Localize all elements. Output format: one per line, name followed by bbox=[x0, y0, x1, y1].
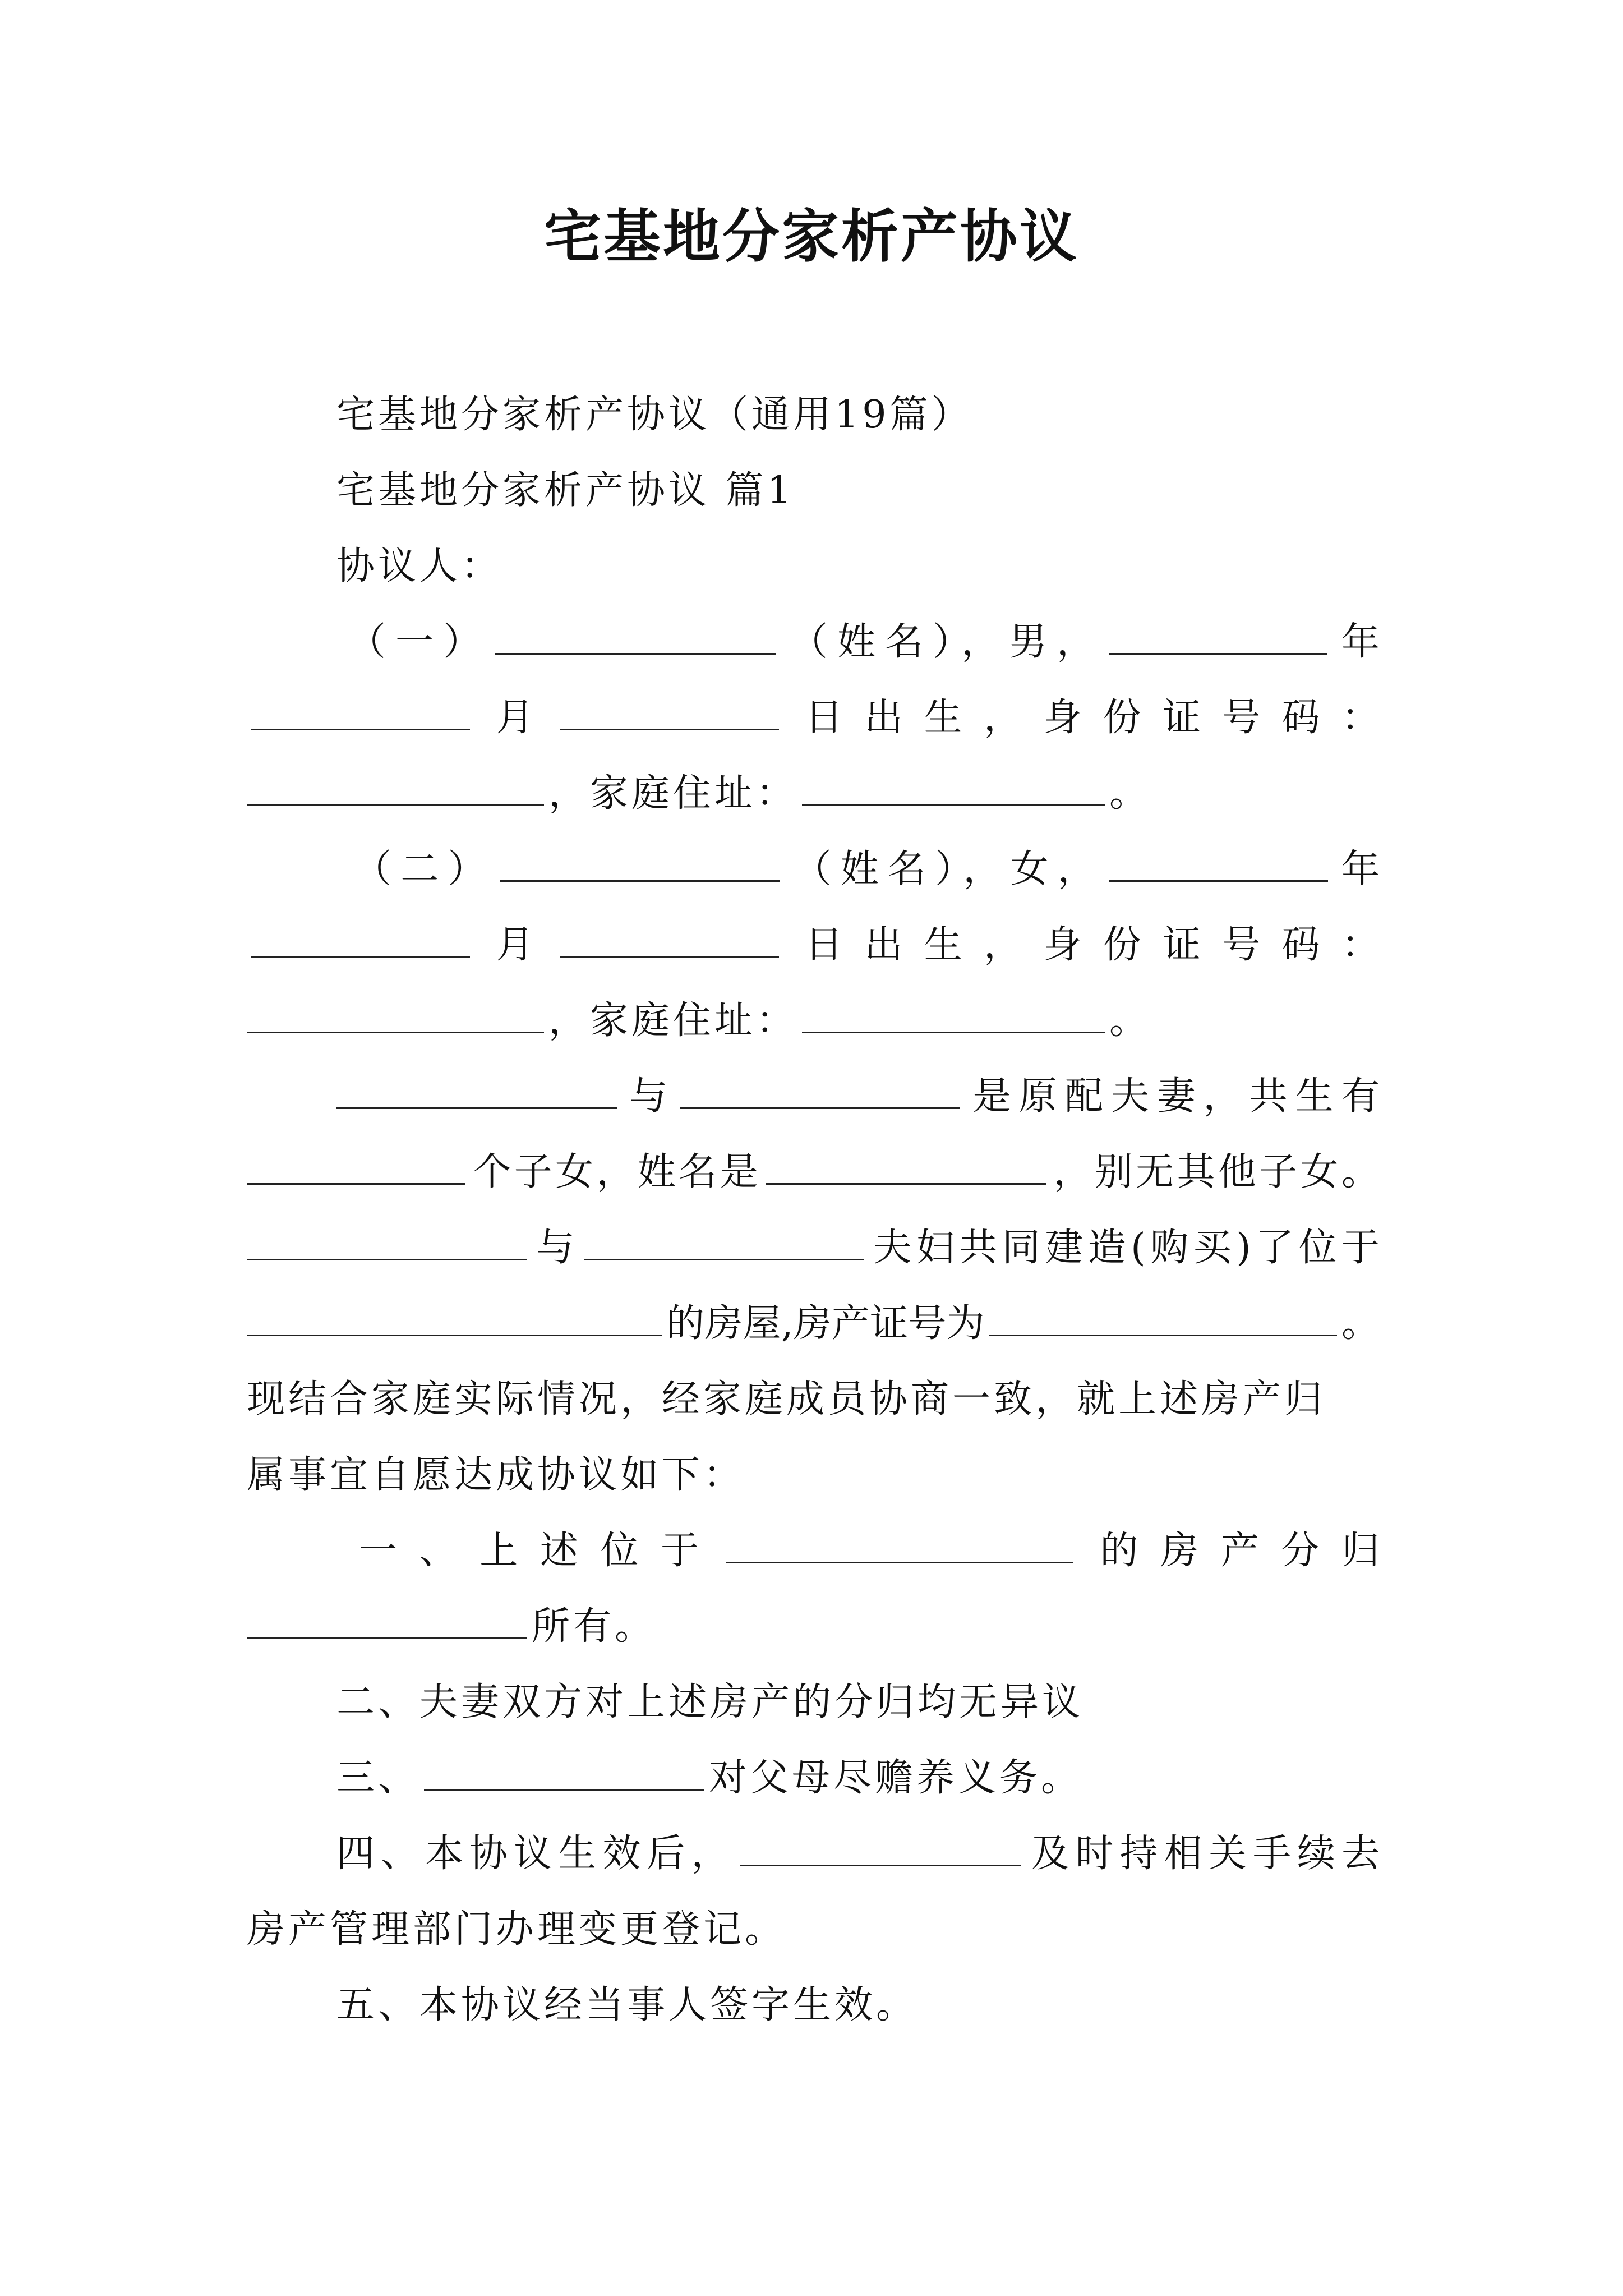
party1-name-hint: （姓名），男， bbox=[780, 620, 1104, 664]
body-line5: 现结合家庭实际情况，经家庭成员协商一致，就上述房产归 bbox=[247, 1377, 1326, 1421]
party1-address-blank[interactable] bbox=[802, 767, 1105, 806]
party1-id-blank[interactable] bbox=[247, 767, 544, 806]
clause1-text-a: 一、上述位于 bbox=[359, 1529, 721, 1573]
party1-birth-id-label: 日出生，身份证号码： bbox=[783, 696, 1380, 740]
clause5: 五、本协议经当事人签字生效。 bbox=[336, 1983, 918, 2027]
location-blank[interactable] bbox=[247, 1297, 662, 1336]
party2-month-blank[interactable] bbox=[251, 919, 470, 958]
party2-address-blank[interactable] bbox=[802, 995, 1105, 1033]
parties-label: 协议人： bbox=[336, 544, 503, 588]
body-line4 bbox=[247, 1296, 1380, 1352]
party2-line3 bbox=[247, 993, 1380, 1049]
clause4-line2: 房产管理部门办理变更登记。 bbox=[247, 1907, 787, 1952]
party2-address-label: ，家庭住址： bbox=[548, 999, 798, 1043]
party2-name-hint: （姓名），女， bbox=[784, 847, 1105, 891]
document-title: 宅基地分家析产协议 bbox=[544, 203, 1079, 270]
party1-day-blank[interactable] bbox=[560, 692, 779, 730]
children-names-blank[interactable] bbox=[766, 1146, 1046, 1185]
section-heading: 宅基地分家析产协议 篇1 bbox=[336, 468, 795, 513]
party1-number: （一） bbox=[348, 620, 491, 664]
clause1-text-b: 的房产分归 bbox=[1077, 1529, 1380, 1573]
body-no-other: ，别无其他子女。 bbox=[1050, 1150, 1380, 1194]
clause1-line2 bbox=[247, 1599, 1380, 1655]
party1-year-label: 年 bbox=[1331, 620, 1380, 664]
party2-line1 bbox=[247, 841, 1380, 898]
party2-id-blank[interactable] bbox=[247, 995, 544, 1033]
subtitle: 宅基地分家析产协议（通用19篇） bbox=[336, 393, 973, 437]
party2-number: （二） bbox=[353, 847, 495, 891]
body-built: 夫妇共同建造(购买)了位于 bbox=[868, 1226, 1380, 1270]
clause2: 二、夫妻双方对上述房产的分归均无异议 bbox=[336, 1680, 1084, 1724]
clause1-owner-blank[interactable] bbox=[247, 1600, 527, 1639]
body-line6: 属事宜自愿达成协议如下： bbox=[247, 1453, 745, 1497]
clause3-blank[interactable] bbox=[424, 1752, 704, 1791]
clause1-location-blank[interactable] bbox=[726, 1525, 1073, 1563]
wife-name-blank[interactable] bbox=[680, 1070, 960, 1109]
party1-end: 。 bbox=[1109, 771, 1151, 816]
party1-address-label: ，家庭住址： bbox=[548, 771, 798, 816]
body-with: 与 bbox=[621, 1074, 676, 1119]
clause3 bbox=[247, 1750, 1380, 1806]
clause4-text-a: 四、本协议生效后， bbox=[336, 1832, 736, 1876]
owner2-blank[interactable] bbox=[584, 1222, 864, 1260]
clause4-line1 bbox=[247, 1826, 1380, 1882]
clause4-blank[interactable] bbox=[740, 1828, 1021, 1866]
body-spouses: 是原配夫妻，共生有 bbox=[965, 1074, 1380, 1119]
party1-line1 bbox=[247, 614, 1380, 670]
owner1-blank[interactable] bbox=[247, 1222, 527, 1260]
party2-name-blank[interactable] bbox=[500, 843, 780, 882]
body-children: 个子女，姓名是 bbox=[470, 1150, 761, 1194]
party2-day-blank[interactable] bbox=[560, 919, 779, 958]
clause3-text-b: 对父母尽赡养义务。 bbox=[709, 1756, 1083, 1800]
party2-month-label: 月 bbox=[474, 923, 556, 967]
party1-month-label: 月 bbox=[474, 696, 556, 740]
party1-line2 bbox=[247, 690, 1380, 746]
clause1-line1 bbox=[247, 1523, 1380, 1579]
party1-year-blank[interactable] bbox=[1109, 616, 1327, 655]
body-line2 bbox=[247, 1144, 1380, 1200]
body-with2: 与 bbox=[532, 1226, 579, 1270]
body-line1 bbox=[247, 1069, 1380, 1125]
party2-birth-id-label: 日出生，身份证号码： bbox=[783, 923, 1380, 967]
children-count-blank[interactable] bbox=[247, 1146, 465, 1185]
certificate-number-blank[interactable] bbox=[989, 1297, 1337, 1336]
body-house: 的房屋,房产证号为 bbox=[666, 1301, 985, 1346]
party1-name-blank[interactable] bbox=[495, 616, 776, 655]
body-end: 。 bbox=[1341, 1301, 1380, 1346]
party2-year-label: 年 bbox=[1332, 847, 1380, 891]
body-line3 bbox=[247, 1220, 1380, 1276]
party1-month-blank[interactable] bbox=[251, 692, 470, 730]
party2-year-blank[interactable] bbox=[1109, 843, 1328, 882]
party1-line3 bbox=[247, 766, 1380, 822]
party2-end: 。 bbox=[1109, 999, 1151, 1043]
clause4-text-b: 及时持相关手续去 bbox=[1025, 1832, 1380, 1876]
husband-name-blank[interactable] bbox=[336, 1070, 617, 1109]
clause3-text-a: 三、 bbox=[336, 1756, 420, 1800]
clause1-text-c: 所有。 bbox=[532, 1604, 657, 1649]
party2-line2 bbox=[247, 917, 1380, 973]
